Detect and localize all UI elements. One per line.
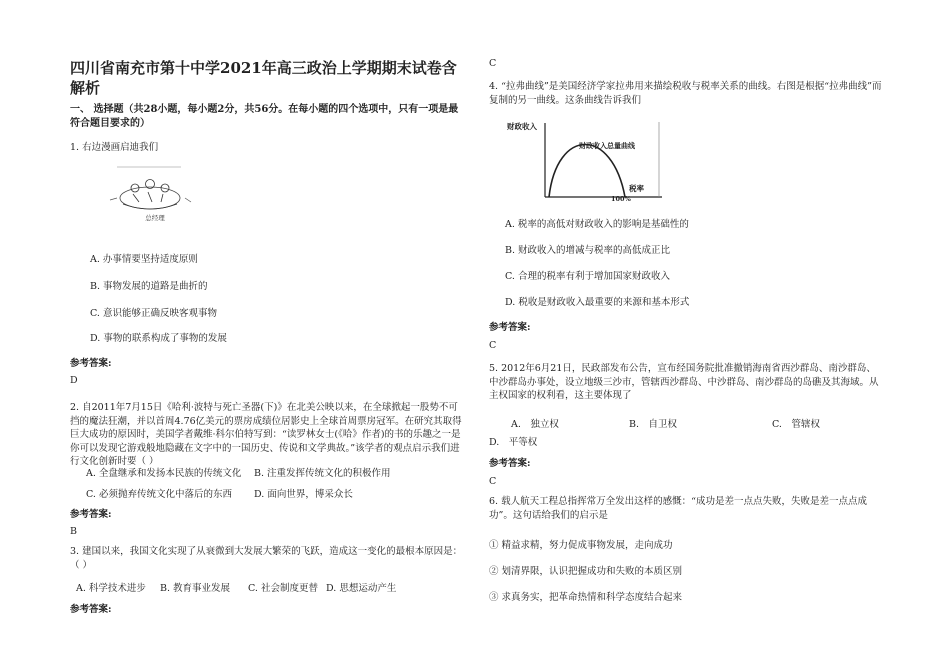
- q5-answer-label: 参考答案:: [489, 458, 531, 469]
- q2-stem: 2. 自2011年7月15日《哈利·波特与死亡圣器(下)》在北美公映以来，在全球掀起一股势不可挡的魔法狂潮，并以首周4.76亿美元的票房成绩位居影史上全球首周票房冠军。在研究其取得巨大成功的原因时，美国学者戴维·科尔伯特写到：“读罗林女士(《哈》作者)的书的乐趣之一是你可以发现它游戏般地隐藏在文字中的一国历史、传说和文学典故。”该学者的观点启示我们进行文化创新时要（ ）: [70, 402, 462, 467]
- q2-answer: B: [70, 526, 77, 537]
- q2-answer-label: 参考答案:: [70, 509, 112, 520]
- chart-curve-label: 财政收入总量曲线: [579, 141, 635, 150]
- q5-option-a: A. 独立权: [511, 419, 559, 430]
- q3-answer-label: 参考答案:: [70, 604, 112, 615]
- q4-option-b: B. 财政收入的增减与税率的高低成正比: [505, 245, 671, 256]
- q6-stem: 6. 载人航天工程总指挥常万全发出这样的感慨：“成功是差一点点失败，失败是差一点点成功”。这句话给我们的启示是: [489, 496, 867, 521]
- q4-answer-label: 参考答案:: [489, 322, 531, 333]
- q4-answer: C: [489, 340, 497, 351]
- section-heading: 一、 选择题（共28小题，每小题2分，共56分。在每小题的四个选项中，只有一项是最符合题目要求的）: [70, 104, 459, 129]
- q2-option-c: C. 必须抛弃传统文化中落后的东西: [86, 489, 232, 500]
- q4-stem: 4. “拉弗曲线”是美国经济学家拉弗用来描绘税收与税率关系的曲线。右图是根据“拉弗曲线”而复制的另一曲线。这条曲线告诉我们: [489, 81, 882, 106]
- q6-item-1: ① 精益求精，努力促成事物发展，走向成功: [489, 540, 673, 551]
- carryover-answer: C: [489, 58, 497, 69]
- page-title: 四川省南充市第十中学2021年高三政治上学期期末试卷含解析: [70, 59, 457, 97]
- q4-option-c: C. 合理的税率有利于增加国家财政收入: [505, 271, 670, 282]
- q5-answer: C: [489, 476, 497, 487]
- q3-option-c: C. 社会制度更替: [248, 583, 318, 594]
- q1-option-a: A. 办事情要坚持适度原则: [90, 254, 198, 265]
- q1-option-c: C. 意识能够正确反映客观事物: [90, 308, 217, 319]
- chart-y-label: 财政收入: [507, 122, 537, 131]
- q4-option-d: D. 税收是财政收入最重要的来源和基本形式: [505, 297, 690, 308]
- cartoon-image: [95, 164, 205, 232]
- q2-option-a: A. 全盘继承和发扬本民族的传统文化: [86, 468, 242, 479]
- chart-x-label: 税率: [629, 184, 644, 193]
- q2-option-b: B. 注重发挥传统文化的积极作用: [254, 468, 391, 479]
- q2-option-d: D. 面向世界，博采众长: [254, 489, 353, 500]
- q3-option-a: A. 科学技术进步: [76, 583, 146, 594]
- revenue-curve: [549, 145, 625, 198]
- q5-option-c: C. 管辖权: [772, 419, 820, 430]
- cartoon-caption: 总经理: [145, 214, 165, 222]
- q1-option-d: D. 事物的联系构成了事物的发展: [90, 333, 227, 344]
- q3-option-b: B. 教育事业发展: [160, 583, 231, 594]
- q1-option-b: B. 事物发展的道路是曲折的: [90, 281, 208, 292]
- q5-stem: 5. 2012年6月21日，民政部发布公告，宣布经国务院批准撤销海南省西沙群岛、南沙群岛、中沙群岛办事处，设立地级三沙市，管辖西沙群岛、中沙群岛、南沙群岛的岛礁及其海域。从主权国家的权利看，这主要体现了: [489, 363, 879, 401]
- q1-answer-label: 参考答案:: [70, 358, 112, 369]
- q5-option-d: D. 平等权: [489, 437, 538, 448]
- q5-option-b: B. 自卫权: [629, 419, 678, 430]
- laffer-curve-chart: [507, 117, 667, 202]
- chart-tick-100: 100%: [611, 195, 631, 202]
- q6-item-2: ② 划清界限，认识把握成功和失败的本质区别: [489, 566, 683, 577]
- q1-answer: D: [70, 375, 78, 386]
- q4-option-a: A. 税率的高低对财政收入的影响是基础性的: [505, 219, 689, 230]
- q3-stem: 3. 建国以来，我国文化实现了从衰微到大发展大繁荣的飞跃，造成这一变化的最根本原因是：（ ）: [70, 546, 463, 571]
- q3-option-d: D. 思想运动产生: [326, 583, 397, 594]
- q1-stem: 1. 右边漫画启迪我们: [70, 142, 159, 153]
- q6-item-3: ③ 求真务实，把革命热情和科学态度结合起来: [489, 592, 683, 603]
